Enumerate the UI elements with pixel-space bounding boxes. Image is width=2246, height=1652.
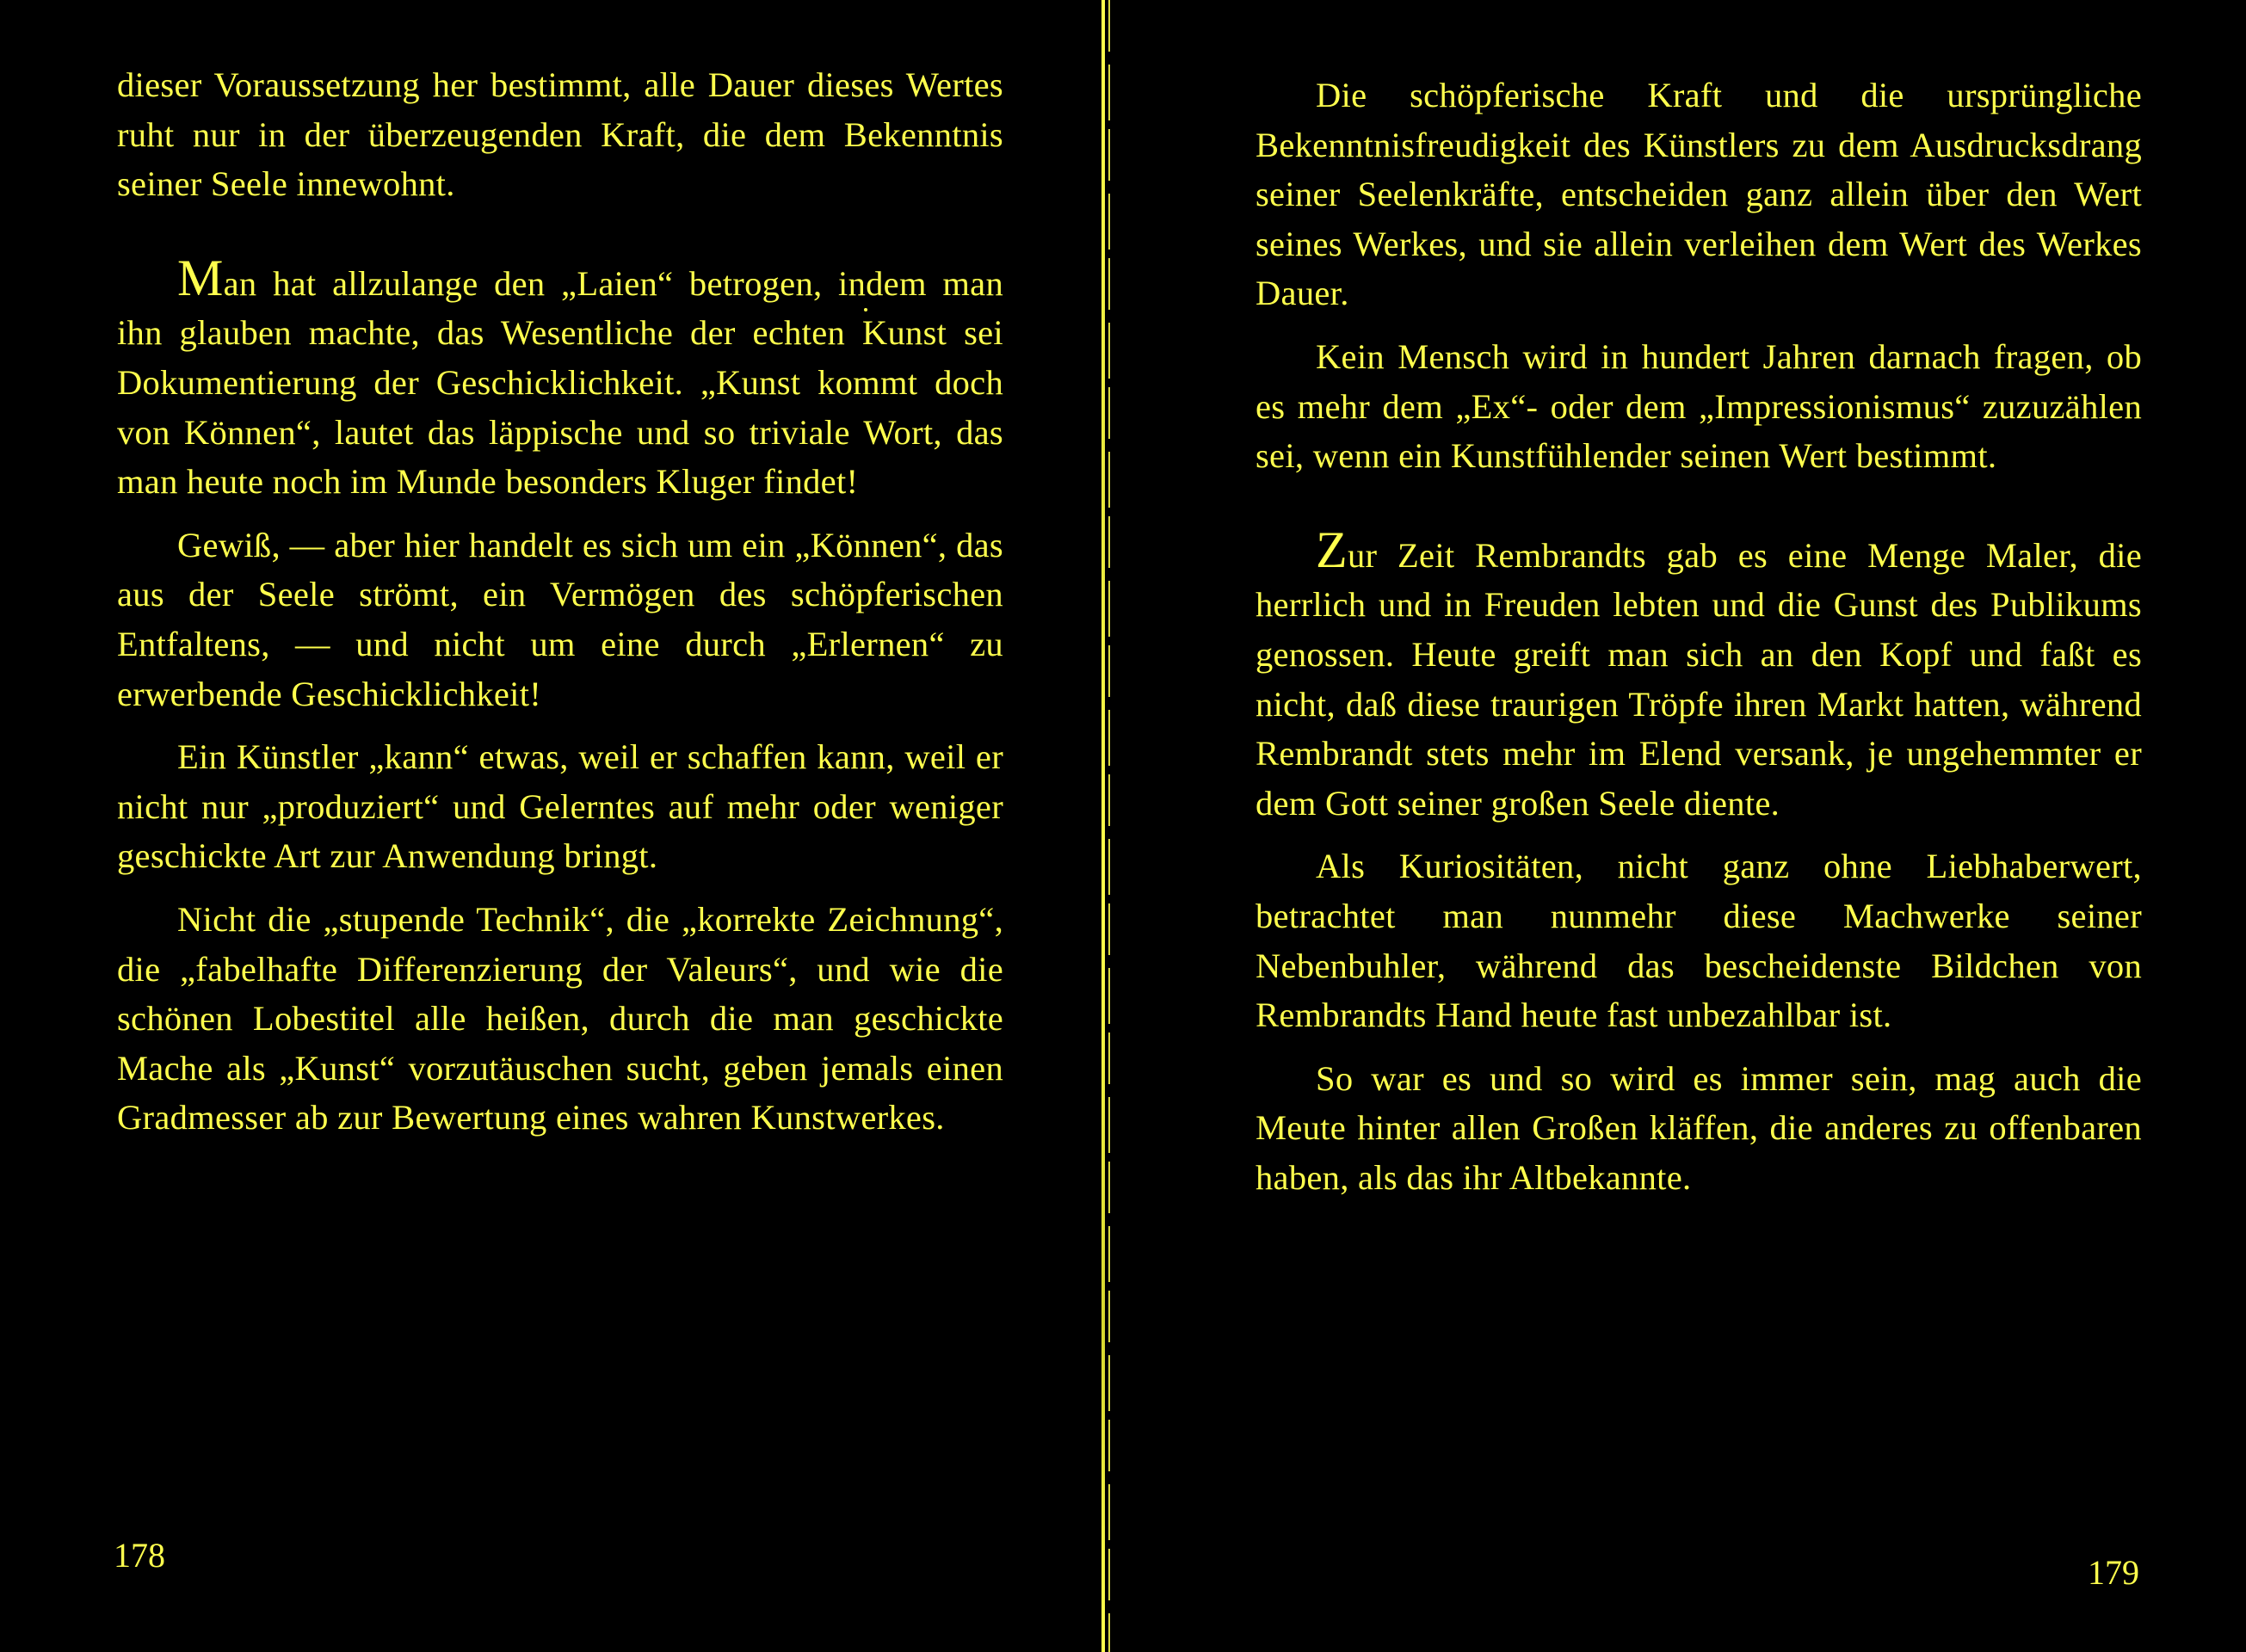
paragraph-text: an hat allzulange den „Laien“ betrogen, indem man ihn glauben machte, das Wesentliche der echten Kunst sei Dokumentierung der Geschicklichkeit. „Kunst kommt doch von Können“, lautet das läppische und so triviale Wort, das man heute noch im Munde besonders Kluger findet! bbox=[117, 263, 1003, 502]
paragraph: Nicht die „stupende Technik“, die „korrekte Zeichnung“, die „fabelhafte Differenzierung der Valeurs“, und wie die schönen Lobestitel alle heißen, durch die man geschickte Mache als „Kunst“ vorzutäuschen sucht, geben jemals einen Gradmesser ab zur Bewertung eines wahren Kunstwerkes. bbox=[117, 899, 1003, 1137]
drop-initial: Z bbox=[1316, 521, 1348, 578]
right-page-text bbox=[1256, 71, 2142, 1202]
spine-edge bbox=[1108, 0, 1110, 1652]
left-page bbox=[0, 0, 1106, 1652]
paragraph: Gewiß, — aber hier handelt es sich um ein „Können“, das aus der Seele strömt, ein Vermögen des schöpferischen Entfaltens, — und nicht um eine durch „Erlernen“ zu erwerbende Geschicklichkeit! bbox=[117, 525, 1003, 713]
drop-initial: M bbox=[177, 249, 224, 306]
book-spine bbox=[1093, 0, 1119, 1652]
right-page bbox=[1119, 0, 2246, 1652]
left-page-text bbox=[117, 60, 1003, 1143]
paragraph-with-initial bbox=[1256, 521, 2142, 829]
paragraph-text: ur Zeit Rembrandts gab es eine Menge Maler, die herrlich und in Freuden lebten und die Gunst des Publikums genossen. Heute greift man sich an den Kopf und faßt es nicht, daß diese traurigen Tröpfe ihren Markt hatten, während Rembrandt stets mehr im Elend versank, je ungehemmter er dem Gott seiner großen Seele diente. bbox=[1256, 535, 2142, 823]
spine-edge bbox=[1101, 0, 1105, 1652]
paragraph: Die schöpferische Kraft und die ursprüngliche Bekenntnisfreudigkeit des Künstlers zu dem Ausdrucksdrang seiner Seelenkräfte, entscheiden ganz allein über den Wert seines Werkes, und sie allein verleihen dem Wert des Werkes Dauer. bbox=[1256, 76, 2142, 313]
paragraph: So war es und so wird es immer sein, mag auch die Meute hinter allen Großen kläffen, die anderes zu offenbaren haben, als das ihr Altbekannte. bbox=[1256, 1058, 2142, 1197]
paragraph: Ein Künstler „kann“ etwas, weil er schaffen kann, weil er nicht nur „produziert“ und Gelerntes auf mehr oder weniger geschickte Art zur Anwendung bringt. bbox=[117, 737, 1003, 876]
paragraph-with-initial bbox=[117, 249, 1003, 507]
page-number: 179 bbox=[2088, 1553, 2139, 1592]
paragraph: dieser Voraussetzung her bestimmt, alle Dauer dieses Wertes ruht nur in der überzeugenden Kraft, die dem Bekenntnis seiner Seele innewohnt. bbox=[117, 65, 1003, 204]
paragraph: Kein Mensch wird in hundert Jahren darnach fragen, ob es mehr dem „Ex“- oder dem „Impressionismus“ zuzuzählen sei, wenn ein Kunstfühlender seinen Wert bestimmt. bbox=[1256, 336, 2142, 476]
print-speck bbox=[864, 308, 867, 311]
page-number: 178 bbox=[114, 1536, 165, 1575]
paragraph: Als Kuriositäten, nicht ganz ohne Liebhaberwert, betrachtet man nunmehr diese Machwerke seiner Nebenbuhler, während das bescheidenste Bildchen von Rembrandts Hand heute fast unbezahlbar ist. bbox=[1256, 847, 2142, 1035]
